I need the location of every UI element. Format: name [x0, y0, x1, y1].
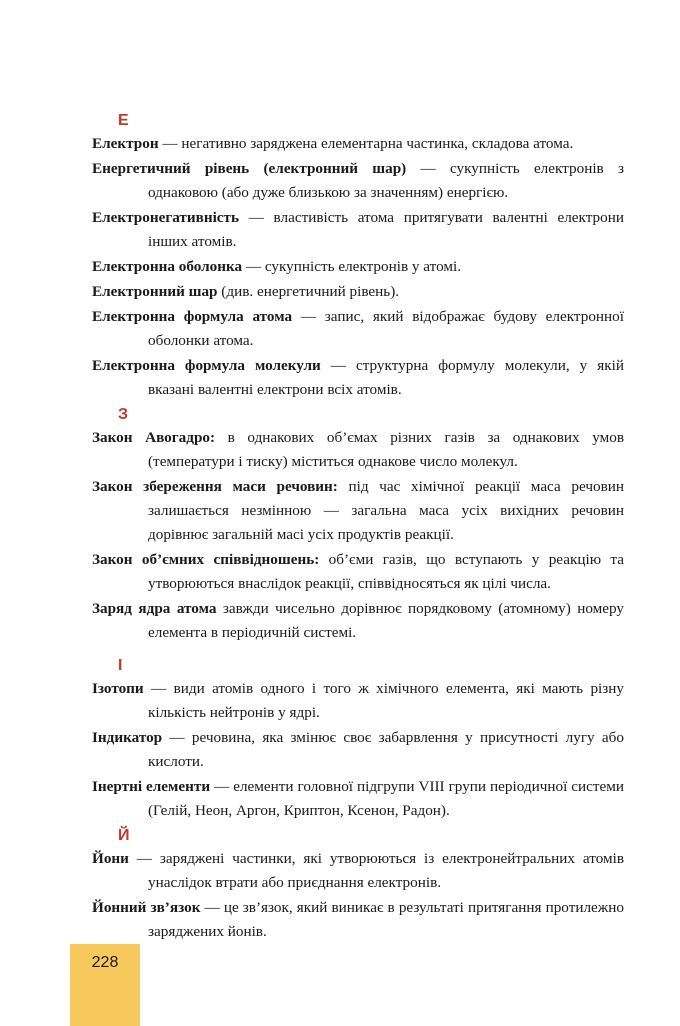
section-letter: І — [118, 657, 123, 674]
entry-term: Енергетичний рівень (електронний шар) — [92, 160, 407, 177]
entry-term: Заряд ядра атома — [92, 600, 217, 617]
glossary-entry — [92, 206, 624, 254]
glossary-entry — [92, 726, 624, 774]
entry-definition: — запис, який відображає будову електронної оболонки атома. — [148, 308, 624, 349]
entry-definition: — заряджені частинки, які утворюються із електронейтральних атомів унаслідок втрати або приєднання електронів. — [128, 850, 624, 891]
entry-definition: — сукупність електронів з однаковою (або дуже близькою за значенням) енергією. — [148, 160, 624, 201]
glossary-entry — [92, 847, 624, 895]
entry-definition: — це зв’язок, який виникає в результаті притягання протилежно заряджених йонів. — [148, 899, 624, 940]
entry-term: Електронна формула молекули — [92, 357, 321, 374]
entry-definition: — сукупність електронів у атомі. — [242, 258, 462, 275]
glossary-entry — [92, 548, 624, 596]
section-letter: Е — [118, 112, 129, 129]
section-z — [92, 404, 624, 645]
entry-term: Йонний зв’язок — [92, 899, 201, 916]
entry-definition: об’єми газів, що вступають у реакцію та утворюються внаслідок реакції, співвідносяться як цілі числа. — [148, 551, 624, 592]
section-i — [92, 655, 624, 823]
entry-definition: — структурна формулу молекули, у якій вказані валентні електрони всіх атомів. — [148, 357, 624, 398]
entry-definition: в однакових об’ємах різних газів за однакових умов (температури і тиску) міститься однакове число молекул. — [148, 429, 624, 470]
glossary-entry — [92, 475, 624, 547]
entry-term: Інертні елементи — [92, 778, 211, 795]
glossary-entry — [92, 132, 624, 156]
entry-definition: — властивість атома притягувати валентні електрони інших атомів. — [148, 209, 624, 250]
entry-term: Закон збереження маси речовин: — [92, 478, 338, 495]
glossary-entry — [92, 677, 624, 725]
entry-term: Йони — [92, 850, 129, 867]
section-letter: Й — [118, 827, 130, 844]
entry-term: Електронна формула атома — [92, 308, 293, 325]
glossary-entry — [92, 426, 624, 474]
entry-definition: (див. енергетичний рівень). — [217, 283, 400, 300]
glossary-entry — [92, 775, 624, 823]
glossary-entry — [92, 255, 624, 279]
entry-term: Електронна оболонка — [92, 258, 243, 275]
glossary-content — [92, 110, 624, 946]
entry-definition: під час хімічної реакції маса речовин залишається незмінною — загальна маса усіх вихідних речовин дорівнює загальній масі усіх продуктів реакції. — [148, 478, 624, 543]
section-e — [92, 110, 624, 402]
entry-definition: — елементи головної підгрупи VIII групи періодичної системи (Гелій, Неон, Аргон, Криптон, Ксенон, Радон). — [148, 778, 624, 819]
entry-definition: завжди чисельно дорівнює порядковому (атомному) номеру елемента в періодичній системі. — [148, 600, 624, 641]
entry-term: Електронегативність — [92, 209, 240, 226]
entry-term: Електрон — [92, 135, 159, 152]
glossary-entry — [92, 597, 624, 645]
entry-term: Закон об’ємних співвідношень: — [92, 551, 320, 568]
section-y — [92, 825, 624, 944]
entry-term: Електронний шар — [92, 283, 218, 300]
page-number: 228 — [91, 954, 119, 971]
glossary-entry — [92, 280, 624, 304]
section-letter: З — [118, 406, 129, 423]
entry-definition: — види атомів одного і того ж хімічного елемента, які мають різну кількість нейтронів у ядрі. — [143, 680, 624, 721]
glossary-entry — [92, 896, 624, 944]
entry-term: Закон Авогадро: — [92, 429, 216, 446]
glossary-entry — [92, 305, 624, 353]
glossary-entry — [92, 157, 624, 205]
section-gap — [92, 647, 624, 655]
entry-term: Індикатор — [92, 729, 163, 746]
entry-term: Ізотопи — [92, 680, 144, 697]
entry-definition: — речовина, яка змінює своє забарвлення у присутності лугу або кислоти. — [148, 729, 624, 770]
entry-definition: — негативно заряджена елементарна частинка, складова атома. — [158, 135, 574, 152]
glossary-entry — [92, 354, 624, 402]
page-number-tab — [70, 944, 140, 1026]
